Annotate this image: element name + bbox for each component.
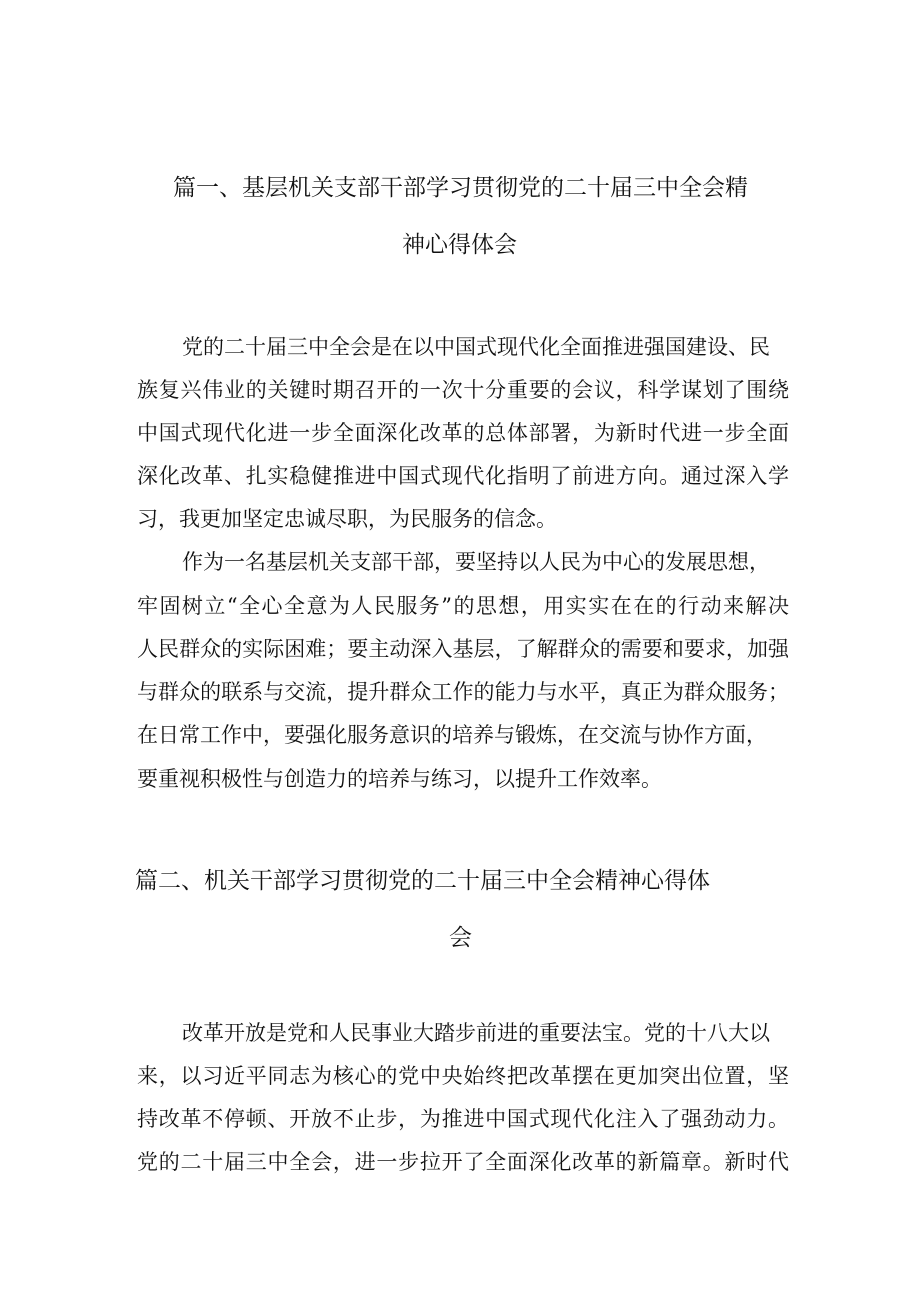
s1-p1-line4: 深化改革、扎实稳健推进中国式现代化指明了前进方向。通过深入学 [137,464,789,488]
s1-p1-line2: 族复兴伟业的关键时期召开的一次十分重要的会议，科学谋划了围绕 [137,378,789,402]
s1-p2-line1: 作为一名基层机关支部干部，要坚持以人民为中心的发展思想， [182,550,770,574]
s1-p2-line5: 在日常工作中，要强化服务意识的培养与锻炼，在交流与协作方面， [137,723,767,747]
section1-title-line2: 神心得体会 [402,232,517,258]
s2-p1-line3: 持改革不停顿、开放不止步，为推进中国式现代化注入了强劲动力。 [137,1107,789,1131]
s1-p2-line6: 要重视积极性与创造力的培养与练习，以提升工作效率。 [137,767,662,791]
section2-title-line2: 会 [449,925,472,951]
s1-p1-line5: 习，我更加坚定忠诚尽职，为民服务的信念。 [137,507,557,531]
section2-title-line1: 篇二、机关干部学习贯彻党的二十届三中全会精神心得体 [135,868,710,894]
s2-p1-line1: 改革开放是党和人民事业大踏步前进的重要法宝。党的十八大以 [182,1021,770,1045]
s1-p2-line4: 与群众的联系与交流，提升群众工作的能力与水平，真正为群众服务； [137,680,789,704]
section1-title-line1: 篇一、基层机关支部干部学习贯彻党的二十届三中全会精 [173,175,748,201]
s1-p1-line3: 中国式现代化进一步全面深化改革的总体部署，为新时代进一步全面 [137,421,789,445]
s1-p1-line1: 党的二十届三中全会是在以中国式现代化全面推进强国建设、民 [182,335,770,359]
s2-p1-line2: 来，以习近平同志为核心的党中央始终把改革摆在更加突出位置，坚 [137,1064,789,1088]
s1-p2-line2: 牢固树立“全心全意为人民服务”的思想，用实实在在的行动来解决 [137,594,789,618]
s2-p1-line4: 党的二十届三中全会，进一步拉开了全面深化改革的新篇章。新时代 [137,1150,789,1174]
s1-p2-line3: 人民群众的实际困难；要主动深入基层，了解群众的需要和要求，加强 [137,637,789,661]
